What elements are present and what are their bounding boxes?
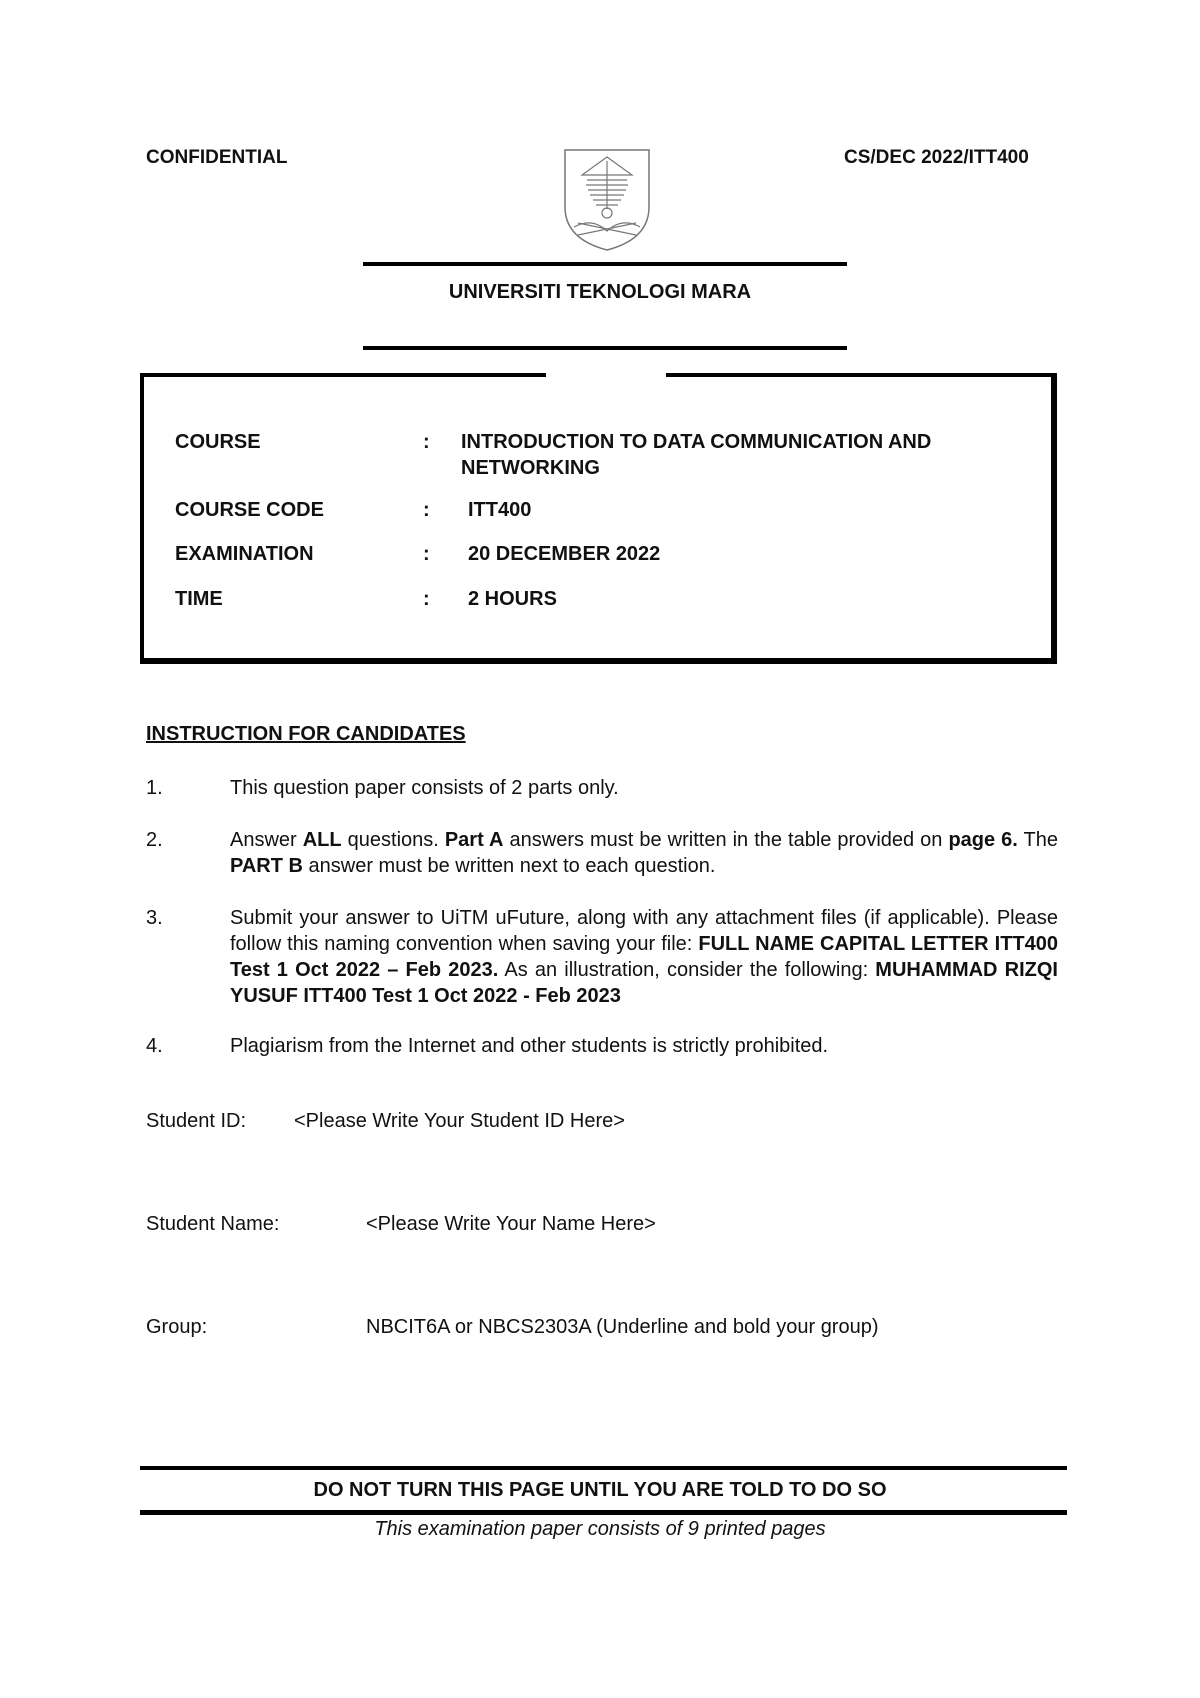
student-name-label: Student Name:	[146, 1213, 280, 1235]
text: As an illustration, consider the following:	[498, 959, 876, 981]
university-crest-icon	[562, 147, 652, 253]
bold-text: MUHAMMAD RIZQI YUSUF ITT400 Test 1 Oct 2022 - Feb 2023	[230, 959, 1058, 1007]
instruction-number: 1.	[146, 777, 163, 799]
examination-label: EXAMINATION	[175, 543, 314, 565]
time-sep: :	[423, 588, 430, 610]
footer-top-rule	[140, 1466, 1067, 1470]
bold-text: Part A	[444, 829, 504, 851]
do-not-turn-warning: DO NOT TURN THIS PAGE UNTIL YOU ARE TOLD TO DO SO	[313, 1479, 887, 1501]
instruction-number: 2.	[146, 829, 163, 851]
time-value: 2 HOURS	[468, 588, 557, 610]
group-field[interactable]: NBCIT6A or NBCS2303A (Underline and bold your group)	[366, 1316, 879, 1338]
bold-text: PART B	[230, 855, 303, 877]
student-id-label: Student ID:	[146, 1110, 247, 1132]
text: This question paper consists of 2 parts only.	[230, 777, 619, 799]
group-label: Group:	[146, 1316, 208, 1338]
text: questions.	[341, 829, 445, 851]
footer-bottom-rule	[140, 1510, 1067, 1515]
university-name: UNIVERSITI TEKNOLOGI MARA	[448, 281, 752, 303]
banner-top-rule	[363, 262, 847, 266]
instruction-text	[230, 775, 1058, 801]
instruction-item	[146, 1033, 1058, 1063]
instruction-text	[230, 1033, 1058, 1059]
course-value: INTRODUCTION TO DATA COMMUNICATION AND NETWORKING	[461, 431, 932, 479]
instruction-text	[230, 905, 1058, 1009]
instructions-title: INSTRUCTION FOR CANDIDATES	[146, 723, 466, 745]
banner-bottom-rule	[363, 346, 847, 350]
time-label: TIME	[175, 588, 223, 610]
instruction-number: 3.	[146, 907, 163, 929]
examination-value: 20 DECEMBER 2022	[468, 543, 661, 565]
instruction-item	[146, 775, 1058, 805]
instruction-number: 4.	[146, 1035, 163, 1057]
student-name-field[interactable]: <Please Write Your Name Here>	[366, 1213, 656, 1235]
text: The	[1017, 829, 1058, 851]
course-sep: :	[423, 431, 430, 453]
examination-sep: :	[423, 543, 430, 565]
pages-note: This examination paper consists of 9 printed pages	[374, 1518, 826, 1540]
student-id-field[interactable]: <Please Write Your Student ID Here>	[294, 1110, 625, 1132]
box-gap	[546, 366, 666, 382]
instruction-item	[146, 827, 1058, 883]
text: Answer	[230, 829, 303, 851]
text: Plagiarism from the Internet and other students is strictly prohibited.	[230, 1035, 829, 1057]
course-code-sep: :	[423, 499, 430, 521]
text: answers must be written in the table provided on	[503, 829, 949, 851]
course-label: COURSE	[175, 431, 261, 453]
text: answer must be written next to each question.	[302, 855, 716, 877]
course-code-value: ITT400	[468, 499, 532, 521]
instruction-item	[146, 905, 1058, 1013]
text: Submit your answer to UiTM uFuture, along with any attachment files (if applicable). Please follow this naming convention when saving your file:	[230, 907, 1058, 955]
bold-text: page 6.	[948, 829, 1018, 851]
course-code-label: COURSE CODE	[175, 499, 324, 521]
confidential-label: CONFIDENTIAL	[146, 147, 288, 168]
paper-code-label: CS/DEC 2022/ITT400	[844, 147, 1029, 168]
instruction-text	[230, 827, 1058, 879]
bold-text: ALL	[302, 829, 342, 851]
bold-text: FULL NAME CAPITAL LETTER ITT400 Test 1 Oct 2022 – Feb 2023.	[230, 933, 1059, 981]
